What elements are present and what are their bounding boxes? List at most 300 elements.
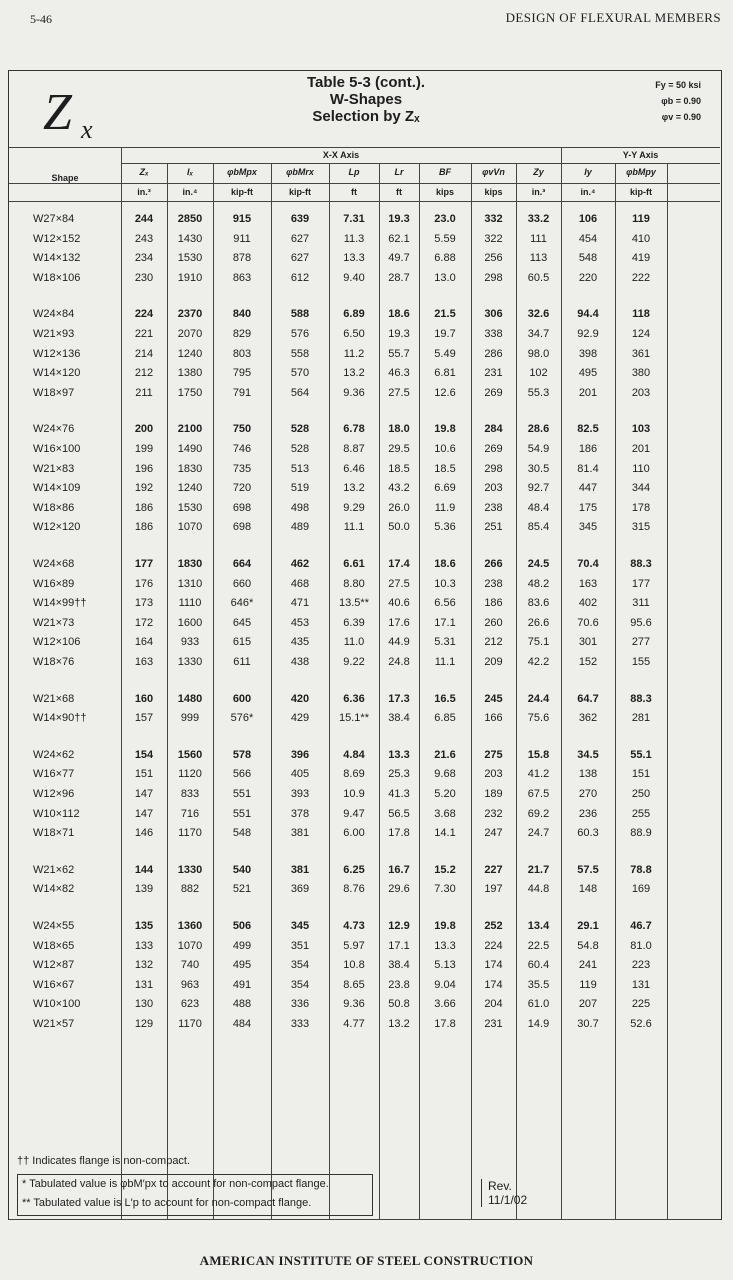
value-cell: 564 — [290, 386, 310, 399]
value-cell: 1910 — [177, 271, 203, 284]
table-row — [9, 272, 720, 290]
table-row — [9, 808, 720, 826]
value-cell: 260 — [484, 616, 503, 629]
value-cell: 148 — [578, 883, 598, 896]
value-cell: 829 — [232, 328, 252, 340]
shape-cell: W21×73 — [33, 616, 75, 629]
value-cell: 1240 — [177, 347, 203, 360]
value-cell: 354 — [290, 959, 310, 972]
value-cell: 332 — [484, 213, 503, 225]
value-cell: 5.36 — [434, 521, 456, 534]
value-cell: 8.65 — [343, 978, 365, 991]
value-cell: 402 — [578, 597, 598, 610]
value-cell: 513 — [290, 462, 310, 475]
value-cell: 420 — [290, 692, 310, 705]
value-cell: 8.80 — [343, 577, 365, 590]
value-cell: 243 — [134, 232, 154, 245]
value-cell: 234 — [134, 252, 154, 265]
value-cell: 176 — [134, 577, 154, 590]
value-cell: 17.1 — [434, 616, 456, 629]
shape-cell: W21×57 — [33, 1018, 75, 1030]
value-cell: 863 — [232, 271, 252, 284]
value-cell: 32.6 — [527, 308, 550, 321]
value-cell: 13.2 — [343, 482, 365, 495]
value-cell: 795 — [232, 367, 252, 380]
shape-cell: W18×71 — [33, 827, 75, 840]
value-cell: 223 — [631, 959, 651, 972]
value-cell: 231 — [484, 367, 503, 380]
value-cell: 60.5 — [527, 271, 550, 284]
value-cell: 55.1 — [630, 748, 652, 761]
value-cell: 11.0 — [343, 636, 365, 649]
value-cell: 7.30 — [434, 883, 456, 896]
value-cell: 6.46 — [343, 462, 365, 475]
value-cell: 438 — [290, 656, 310, 668]
value-cell: 16.7 — [388, 863, 410, 876]
value-cell: 139 — [134, 883, 154, 896]
value-cell: 615 — [232, 636, 252, 649]
value-cell: 177 — [134, 558, 154, 570]
value-cell: 3.66 — [434, 998, 456, 1011]
column-header: Zₓ — [139, 167, 149, 177]
value-cell: 14.1 — [434, 827, 456, 840]
value-cell: 196 — [134, 462, 154, 475]
value-cell: 17.3 — [388, 692, 410, 705]
value-cell: 197 — [484, 883, 503, 896]
value-cell: 75.6 — [527, 712, 550, 725]
table-row — [9, 463, 720, 481]
value-cell: 81.0 — [630, 939, 652, 952]
value-cell: 163 — [134, 656, 154, 668]
value-cell: 225 — [631, 998, 651, 1011]
value-cell: 19.3 — [388, 213, 410, 225]
table-row — [9, 367, 720, 385]
shape-cell: W24×84 — [33, 308, 75, 321]
value-cell: 38.4 — [388, 959, 410, 972]
value-cell: 28.7 — [388, 271, 410, 284]
table-row — [9, 252, 720, 270]
value-cell: 54.9 — [527, 443, 550, 455]
value-cell: 83.6 — [527, 597, 550, 610]
value-cell: 11.3 — [343, 232, 365, 245]
value-cell: 27.5 — [388, 386, 410, 399]
value-cell: 1170 — [178, 1018, 202, 1030]
value-cell: 174 — [484, 978, 503, 991]
shape-cell: W14×132 — [33, 252, 81, 265]
value-cell: 6.39 — [343, 616, 365, 629]
value-cell: 57.5 — [577, 863, 599, 876]
value-cell: 298 — [484, 462, 503, 475]
value-cell: 224 — [134, 308, 154, 321]
value-cell: 551 — [232, 788, 252, 800]
value-cell: 46.3 — [388, 367, 410, 380]
column-header: Lr — [394, 167, 404, 177]
value-cell: 241 — [578, 959, 598, 972]
value-cell: 230 — [134, 271, 154, 284]
value-cell: 17.8 — [434, 1018, 456, 1030]
shape-cell: W12×152 — [33, 232, 81, 245]
value-cell: 15.1** — [339, 712, 369, 725]
value-cell: 17.1 — [388, 939, 410, 952]
table-row — [9, 636, 720, 654]
value-cell: 18.6 — [434, 558, 456, 570]
value-cell: 489 — [290, 521, 310, 534]
value-cell: 178 — [631, 501, 651, 514]
value-cell: 70.4 — [577, 558, 599, 570]
value-cell: 1330 — [177, 656, 203, 668]
value-cell: 12.9 — [388, 920, 410, 932]
value-cell: 16.5 — [434, 692, 456, 705]
value-cell: 103 — [631, 423, 651, 436]
value-cell: 6.56 — [434, 597, 456, 610]
value-cell: 345 — [578, 521, 598, 534]
column-header: φvVn — [482, 167, 505, 177]
value-cell: 18.0 — [388, 423, 410, 436]
table-row — [9, 617, 720, 635]
value-cell: 231 — [484, 1018, 503, 1030]
grid-hline — [121, 163, 720, 164]
value-cell: 664 — [232, 558, 252, 570]
value-cell: 381 — [290, 863, 310, 876]
value-cell: 18.5 — [434, 462, 456, 475]
column-header: Iy — [584, 167, 592, 177]
value-cell: 252 — [484, 920, 503, 932]
value-cell: 54.8 — [577, 939, 599, 952]
value-cell: 471 — [290, 597, 310, 610]
value-cell: 131 — [631, 978, 651, 991]
value-cell: 227 — [484, 863, 503, 876]
value-cell: 301 — [578, 636, 598, 649]
unit-header: in.³ — [531, 187, 546, 197]
value-cell: 11.1 — [343, 521, 365, 534]
value-cell: 5.20 — [434, 788, 456, 800]
value-cell: 548 — [232, 827, 252, 840]
shape-cell: W21×93 — [33, 328, 75, 340]
value-cell: 152 — [578, 656, 598, 668]
value-cell: 10.3 — [434, 577, 456, 590]
value-cell: 186 — [134, 501, 154, 514]
value-cell: 244 — [134, 213, 154, 225]
value-cell: 186 — [134, 521, 154, 534]
value-cell: 98.0 — [527, 347, 550, 360]
value-cell: 207 — [578, 998, 598, 1011]
value-cell: 21.6 — [434, 748, 456, 761]
value-cell: 192 — [134, 482, 154, 495]
value-cell: 915 — [232, 213, 252, 225]
value-cell: 315 — [631, 521, 651, 534]
value-cell: 21.7 — [527, 863, 550, 876]
value-cell: 1600 — [177, 616, 203, 629]
shape-cell: W14×82 — [33, 883, 75, 896]
value-cell: 220 — [578, 271, 598, 284]
value-cell: 9.36 — [343, 998, 365, 1011]
value-cell: 129 — [134, 1018, 154, 1030]
value-cell: 70.6 — [577, 616, 599, 629]
table-row — [9, 693, 720, 711]
page-number: 5-46 — [30, 12, 52, 26]
value-cell: 345 — [290, 920, 310, 932]
value-cell: 222 — [631, 271, 651, 284]
value-cell: 1430 — [177, 232, 203, 245]
phib-value: φb = 0.90 — [661, 96, 701, 106]
value-cell: 14.9 — [527, 1018, 550, 1030]
value-cell: 164 — [134, 636, 154, 649]
value-cell: 212 — [484, 636, 503, 649]
value-cell: 999 — [180, 712, 200, 725]
value-cell: 60.4 — [527, 959, 550, 972]
value-cell: 151 — [631, 768, 651, 781]
table-row — [9, 423, 720, 441]
value-cell: 169 — [631, 883, 651, 896]
value-cell: 110 — [632, 462, 650, 475]
value-cell: 548 — [578, 252, 598, 265]
value-cell: 41.3 — [388, 788, 410, 800]
value-cell: 286 — [484, 347, 503, 360]
value-cell: 419 — [631, 252, 651, 265]
value-cell: 17.8 — [388, 827, 410, 840]
value-cell: 50.8 — [388, 998, 410, 1011]
value-cell: 34.7 — [527, 328, 550, 340]
value-cell: 1310 — [177, 577, 203, 590]
table-row — [9, 864, 720, 882]
value-cell: 56.5 — [388, 807, 410, 820]
value-cell: 5.49 — [434, 347, 456, 360]
value-cell: 740 — [180, 959, 200, 972]
value-cell: 247 — [484, 827, 503, 840]
value-cell: 15.2 — [434, 863, 456, 876]
value-cell: 7.31 — [343, 213, 365, 225]
value-cell: 840 — [232, 308, 252, 321]
unit-header: kip-ft — [289, 187, 311, 197]
value-cell: 1380 — [177, 367, 203, 380]
value-cell: 15.8 — [527, 748, 550, 761]
value-cell: 2100 — [177, 423, 203, 436]
value-cell: 186 — [578, 443, 598, 455]
table-row — [9, 940, 720, 958]
table-row — [9, 348, 720, 366]
value-cell: 803 — [232, 347, 252, 360]
value-cell: 119 — [579, 978, 597, 991]
table-row — [9, 213, 720, 231]
value-cell: 13.5** — [339, 597, 369, 610]
value-cell: 26.0 — [388, 501, 410, 514]
value-cell: 13.2 — [343, 367, 365, 380]
shape-cell: W18×97 — [33, 386, 75, 399]
value-cell: 50.0 — [388, 521, 410, 534]
value-cell: 55.7 — [388, 347, 410, 360]
table-row — [9, 920, 720, 938]
value-cell: 398 — [578, 347, 598, 360]
value-cell: 528 — [290, 423, 310, 436]
value-cell: 882 — [180, 883, 200, 896]
table-row — [9, 1018, 720, 1036]
value-cell: 13.4 — [527, 920, 550, 932]
value-cell: 203 — [484, 768, 503, 781]
value-cell: 1530 — [177, 252, 203, 265]
zx-symbol: Z — [43, 84, 72, 141]
title-line-1: Table 5-3 (cont.). — [306, 74, 426, 91]
value-cell: 750 — [232, 423, 252, 436]
table-row — [9, 883, 720, 901]
value-cell: 13.2 — [388, 1018, 410, 1030]
value-cell: 8.69 — [343, 768, 365, 781]
value-cell: 429 — [290, 712, 310, 725]
value-cell: 645 — [232, 616, 252, 629]
value-cell: 94.4 — [577, 308, 599, 321]
value-cell: 3.68 — [434, 807, 456, 820]
value-cell: 6.88 — [434, 252, 456, 265]
value-cell: 344 — [631, 482, 651, 495]
value-cell: 19.8 — [434, 920, 456, 932]
shape-cell: W12×87 — [33, 959, 75, 972]
value-cell: 204 — [484, 998, 503, 1011]
rev-date: 11/1/02 — [488, 1193, 528, 1207]
value-cell: 48.4 — [527, 501, 550, 514]
column-header: φbMpx — [227, 167, 257, 177]
value-cell: 468 — [290, 577, 310, 590]
value-cell: 173 — [134, 597, 154, 610]
value-cell: 64.7 — [577, 692, 599, 705]
value-cell: 19.7 — [434, 328, 456, 340]
value-cell: 1070 — [177, 939, 203, 952]
table-row — [9, 768, 720, 786]
value-cell: 10.6 — [434, 443, 456, 455]
value-cell: 393 — [290, 788, 310, 800]
column-header: φbMrx — [286, 167, 314, 177]
table-row — [9, 959, 720, 977]
value-cell: 551 — [232, 807, 252, 820]
value-cell: 378 — [290, 807, 310, 820]
value-cell: 1490 — [177, 443, 203, 455]
value-cell: 716 — [180, 807, 200, 820]
fy-value: Fy = 50 ksi — [655, 80, 701, 90]
value-cell: 155 — [631, 656, 651, 668]
value-cell: 13.3 — [388, 748, 410, 761]
value-cell: 118 — [632, 308, 650, 321]
table-row — [9, 788, 720, 806]
value-cell: 1830 — [177, 462, 203, 475]
value-cell: 588 — [290, 308, 310, 321]
value-cell: 5.97 — [343, 939, 365, 952]
value-cell: 22.5 — [527, 939, 550, 952]
value-cell: 6.25 — [343, 863, 365, 876]
shape-cell: W27×84 — [33, 213, 75, 225]
value-cell: 6.50 — [343, 328, 365, 340]
grid-bottom-line — [9, 1219, 720, 1220]
title-line-3: Selection by Zₓ — [312, 108, 420, 125]
shape-cell: W18×65 — [33, 939, 75, 952]
value-cell: 5.13 — [434, 959, 456, 972]
value-cell: 5.31 — [434, 636, 456, 649]
shape-cell: W14×120 — [33, 367, 81, 380]
value-cell: 660 — [232, 577, 252, 590]
value-cell: 33.2 — [527, 213, 550, 225]
value-cell: 186 — [484, 597, 503, 610]
value-cell: 521 — [232, 883, 252, 896]
value-cell: 95.6 — [630, 616, 652, 629]
value-cell: 275 — [484, 748, 503, 761]
value-cell: 172 — [134, 616, 154, 629]
value-cell: 46.7 — [630, 920, 652, 932]
unit-header: ft — [396, 187, 402, 197]
value-cell: 491 — [232, 978, 252, 991]
value-cell: 177 — [631, 577, 651, 590]
shape-cell: W24×76 — [33, 423, 75, 436]
value-cell: 354 — [290, 978, 310, 991]
value-cell: 576* — [230, 712, 254, 725]
footnote-flange: †† Indicates flange is non-compact. — [17, 1155, 191, 1167]
value-cell: 447 — [578, 482, 598, 495]
value-cell: 6.81 — [434, 367, 456, 380]
value-cell: 11.9 — [434, 501, 456, 514]
value-cell: 102 — [529, 367, 548, 380]
value-cell: 298 — [484, 271, 503, 284]
column-header: Lp — [348, 167, 360, 177]
value-cell: 23.8 — [388, 978, 410, 991]
table-row — [9, 827, 720, 845]
value-cell: 495 — [232, 959, 252, 972]
value-cell: 29.6 — [388, 883, 410, 896]
table-row — [9, 233, 720, 251]
value-cell: 1830 — [177, 558, 203, 570]
value-cell: 362 — [578, 712, 598, 725]
value-cell: 203 — [484, 482, 503, 495]
shape-cell: W18×86 — [33, 501, 75, 514]
value-cell: 17.6 — [388, 616, 410, 629]
value-cell: 911 — [233, 232, 251, 245]
table-row — [9, 502, 720, 520]
shape-cell: W16×77 — [33, 768, 75, 781]
value-cell: 135 — [134, 920, 154, 932]
value-cell: 8.87 — [343, 443, 365, 455]
value-cell: 311 — [632, 597, 650, 610]
value-cell: 646* — [230, 597, 254, 610]
value-cell: 9.36 — [343, 386, 365, 399]
column-header: Iₓ — [186, 167, 194, 177]
value-cell: 576 — [290, 328, 310, 340]
value-cell: 34.5 — [577, 748, 599, 761]
value-cell: 6.69 — [434, 482, 456, 495]
value-cell: 639 — [290, 213, 310, 225]
value-cell: 131 — [134, 978, 154, 991]
title-line-2: W-Shapes — [329, 91, 403, 108]
value-cell: 2370 — [177, 308, 203, 321]
value-cell: 49.7 — [388, 252, 410, 265]
value-cell: 43.2 — [388, 482, 410, 495]
value-cell: 540 — [232, 863, 252, 876]
value-cell: 495 — [578, 367, 598, 380]
value-cell: 361 — [631, 347, 651, 360]
shape-cell: W21×83 — [33, 462, 75, 475]
table-row — [9, 998, 720, 1016]
value-cell: 92.7 — [527, 482, 550, 495]
value-cell: 189 — [484, 788, 503, 800]
value-cell: 255 — [631, 807, 651, 820]
value-cell: 224 — [484, 939, 503, 952]
table-row — [9, 712, 720, 730]
value-cell: 1070 — [177, 521, 203, 534]
shape-cell: W16×100 — [33, 443, 81, 455]
value-cell: 209 — [484, 656, 503, 668]
value-cell: 498 — [290, 501, 310, 514]
table-row — [9, 656, 720, 674]
design-parameters — [655, 77, 701, 125]
value-cell: 199 — [134, 443, 154, 455]
table-row — [9, 328, 720, 346]
value-cell: 67.5 — [527, 788, 550, 800]
value-cell: 132 — [134, 959, 154, 972]
value-cell: 1170 — [178, 827, 202, 840]
